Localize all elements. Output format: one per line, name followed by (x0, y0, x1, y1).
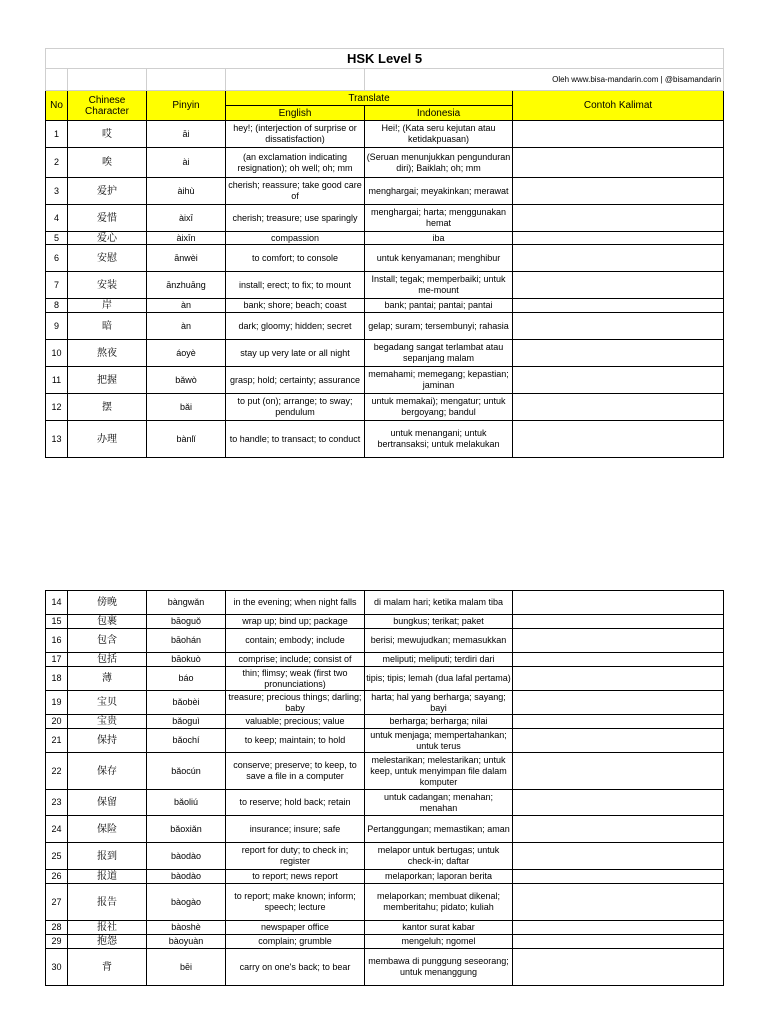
cell-pinyin: bǎobèi (147, 691, 226, 715)
cell-indonesia: Install; tegak; memperbaiki; untuk me-mount (365, 272, 513, 299)
cell-indonesia: kantor surat kabar (365, 921, 513, 935)
cell-pinyin: ài (147, 148, 226, 178)
cell-contoh (513, 232, 724, 245)
cell-indonesia: membawa di punggung seseorang; untuk menanggung (365, 949, 513, 986)
header-english: English (226, 106, 365, 121)
cell-no: 27 (46, 884, 68, 921)
cell-english: cherish; treasure; use sparingly (226, 205, 365, 232)
cell-no: 22 (46, 753, 68, 790)
cell-contoh (513, 790, 724, 816)
table-row (46, 421, 724, 458)
cell-english: complain; grumble (226, 935, 365, 949)
cell-contoh (513, 935, 724, 949)
cell-english: hey!; (interjection of surprise or dissatisfaction) (226, 121, 365, 148)
table-row (46, 729, 724, 753)
cell-english: valuable; precious; value (226, 715, 365, 729)
cell-contoh (513, 245, 724, 272)
cell-no: 10 (46, 340, 68, 367)
cell-hanzi: 办理 (68, 421, 147, 458)
cell-indonesia: untuk menjaga; mempertahankan; untuk terus (365, 729, 513, 753)
cell-hanzi: 包括 (68, 653, 147, 667)
cell-english: wrap up; bind up; package (226, 615, 365, 629)
table-row (46, 245, 724, 272)
cell-no: 17 (46, 653, 68, 667)
cell-indonesia: begadang sangat terlambat atau sepanjang malam (365, 340, 513, 367)
table-row (46, 313, 724, 340)
cell-contoh (513, 205, 724, 232)
cell-indonesia: harta; hal yang berharga; sayang; bayi (365, 691, 513, 715)
cell-no: 28 (46, 921, 68, 935)
cell-english: conserve; preserve; to keep, to save a file in a computer (226, 753, 365, 790)
cell-hanzi: 安装 (68, 272, 147, 299)
cell-english: install; erect; to fix; to mount (226, 272, 365, 299)
cell-no: 9 (46, 313, 68, 340)
cell-indonesia: untuk kenyamanan; menghibur (365, 245, 513, 272)
cell-no: 5 (46, 232, 68, 245)
cell-hanzi: 保留 (68, 790, 147, 816)
cell-contoh (513, 667, 724, 691)
cell-no: 16 (46, 629, 68, 653)
table-row (46, 629, 724, 653)
cell-contoh (513, 340, 724, 367)
cell-english: newspaper office (226, 921, 365, 935)
cell-indonesia: iba (365, 232, 513, 245)
cell-indonesia: mengeluh; ngomel (365, 935, 513, 949)
table-row (46, 232, 724, 245)
cell-pinyin: bǎoliú (147, 790, 226, 816)
cell-indonesia: memahami; memegang; kepastian; jaminan (365, 367, 513, 394)
cell-contoh (513, 949, 724, 986)
cell-pinyin: bàoyuàn (147, 935, 226, 949)
cell-pinyin: bàngwǎn (147, 591, 226, 615)
cell-no: 20 (46, 715, 68, 729)
table-row (46, 299, 724, 313)
cell-pinyin: bànlǐ (147, 421, 226, 458)
cell-hanzi: 包裹 (68, 615, 147, 629)
table-row (46, 367, 724, 394)
table-row (46, 921, 724, 935)
cell-english: dark; gloomy; hidden; secret (226, 313, 365, 340)
table-row (46, 753, 724, 790)
cell-english: bank; shore; beach; coast (226, 299, 365, 313)
cell-pinyin: àn (147, 313, 226, 340)
cell-indonesia: untuk cadangan; menahan; menahan (365, 790, 513, 816)
cell-pinyin: àixīn (147, 232, 226, 245)
cell-english: report for duty; to check in; register (226, 843, 365, 870)
cell-no: 11 (46, 367, 68, 394)
cell-pinyin: bàodào (147, 870, 226, 884)
header-no: No (46, 91, 68, 121)
cell-contoh (513, 121, 724, 148)
cell-english: to report; make known; inform; speech; lecture (226, 884, 365, 921)
header-pinyin: Pinyin (147, 91, 226, 121)
cell-pinyin: bǎoguì (147, 715, 226, 729)
cell-contoh (513, 148, 724, 178)
cell-pinyin: ānwèi (147, 245, 226, 272)
table-row (46, 843, 724, 870)
cell-indonesia: bungkus; terikat; paket (365, 615, 513, 629)
cell-indonesia: tipis; tipis; lemah (dua lafal pertama) (365, 667, 513, 691)
cell-hanzi: 保险 (68, 816, 147, 843)
cell-contoh (513, 816, 724, 843)
cell-contoh (513, 313, 724, 340)
cell-pinyin: bāokuò (147, 653, 226, 667)
cell-contoh (513, 691, 724, 715)
vocab-table-page-2 (45, 590, 724, 986)
cell-english: in the evening; when night falls (226, 591, 365, 615)
cell-pinyin: bǎi (147, 394, 226, 421)
cell-no: 21 (46, 729, 68, 753)
cell-hanzi: 保持 (68, 729, 147, 753)
cell-pinyin: āi (147, 121, 226, 148)
cell-no: 8 (46, 299, 68, 313)
cell-pinyin: áoyè (147, 340, 226, 367)
cell-indonesia: untuk memakai); mengatur; untuk bergoyang; bandul (365, 394, 513, 421)
cell-indonesia: bank; pantai; pantai; pantai (365, 299, 513, 313)
table-row (46, 691, 724, 715)
cell-english: to keep; maintain; to hold (226, 729, 365, 753)
cell-contoh (513, 591, 724, 615)
cell-hanzi: 薄 (68, 667, 147, 691)
cell-no: 15 (46, 615, 68, 629)
cell-hanzi: 报到 (68, 843, 147, 870)
cell-indonesia: Pertanggungan; memastikan; aman (365, 816, 513, 843)
cell-english: insurance; insure; safe (226, 816, 365, 843)
table-row (46, 870, 724, 884)
cell-no: 1 (46, 121, 68, 148)
cell-hanzi: 傍晚 (68, 591, 147, 615)
header-contoh-kalimat: Contoh Kalimat (513, 91, 724, 121)
table-body-page-1 (46, 121, 724, 458)
cell-contoh (513, 653, 724, 667)
cell-contoh (513, 272, 724, 299)
cell-hanzi: 唉 (68, 148, 147, 178)
cell-english: treasure; precious things; darling; baby (226, 691, 365, 715)
cell-english: to report; news report (226, 870, 365, 884)
cell-pinyin: bēi (147, 949, 226, 986)
cell-english: to handle; to transact; to conduct (226, 421, 365, 458)
cell-hanzi: 安慰 (68, 245, 147, 272)
cell-hanzi: 宝贝 (68, 691, 147, 715)
table-body-page-2 (46, 591, 724, 986)
cell-contoh (513, 884, 724, 921)
cell-english: to reserve; hold back; retain (226, 790, 365, 816)
cell-contoh (513, 421, 724, 458)
cell-no: 6 (46, 245, 68, 272)
cell-indonesia: menghargai; meyakinkan; merawat (365, 178, 513, 205)
header-translate: Translate (226, 91, 513, 106)
cell-hanzi: 爱惜 (68, 205, 147, 232)
cell-contoh (513, 870, 724, 884)
cell-contoh (513, 299, 724, 313)
table-row (46, 121, 724, 148)
cell-indonesia: gelap; suram; tersembunyi; rahasia (365, 313, 513, 340)
cell-no: 4 (46, 205, 68, 232)
table-row (46, 935, 724, 949)
cell-contoh (513, 394, 724, 421)
table-row (46, 884, 724, 921)
cell-pinyin: báo (147, 667, 226, 691)
cell-pinyin: àn (147, 299, 226, 313)
cell-pinyin: ānzhuāng (147, 272, 226, 299)
cell-pinyin: bǎochí (147, 729, 226, 753)
cell-contoh (513, 753, 724, 790)
cell-english: grasp; hold; certainty; assurance (226, 367, 365, 394)
cell-hanzi: 摆 (68, 394, 147, 421)
cell-indonesia: berharga; berharga; nilai (365, 715, 513, 729)
table-row (46, 178, 724, 205)
cell-contoh (513, 715, 724, 729)
cell-english: (an exclamation indicating resignation); oh well; oh; mm (226, 148, 365, 178)
cell-english: thin; flimsy; weak (first two pronunciations) (226, 667, 365, 691)
table-row (46, 790, 724, 816)
cell-english: to put (on); arrange; to sway; pendulum (226, 394, 365, 421)
cell-hanzi: 报告 (68, 884, 147, 921)
table-row (46, 340, 724, 367)
cell-pinyin: bāoguǒ (147, 615, 226, 629)
header-indonesia: Indonesia (365, 106, 513, 121)
cell-no: 3 (46, 178, 68, 205)
cell-pinyin: bàogào (147, 884, 226, 921)
cell-hanzi: 爱心 (68, 232, 147, 245)
cell-hanzi: 报道 (68, 870, 147, 884)
table-row (46, 148, 724, 178)
cell-no: 24 (46, 816, 68, 843)
credit-text: Oleh www.bisa-mandarin.com | @bisamandarin (365, 69, 724, 91)
cell-contoh (513, 921, 724, 935)
cell-hanzi: 爱护 (68, 178, 147, 205)
cell-contoh (513, 178, 724, 205)
cell-no: 29 (46, 935, 68, 949)
table-row (46, 816, 724, 843)
cell-contoh (513, 843, 724, 870)
cell-no: 7 (46, 272, 68, 299)
cell-contoh (513, 729, 724, 753)
cell-no: 30 (46, 949, 68, 986)
cell-indonesia: (Seruan menunjukkan pengunduran diri); Baiklah; oh; mm (365, 148, 513, 178)
cell-pinyin: àihù (147, 178, 226, 205)
cell-pinyin: bǎwò (147, 367, 226, 394)
vocab-table-page-1 (45, 48, 724, 458)
cell-pinyin: bǎoxiǎn (147, 816, 226, 843)
cell-contoh (513, 367, 724, 394)
cell-no: 26 (46, 870, 68, 884)
cell-english: comprise; include; consist of (226, 653, 365, 667)
cell-indonesia: menghargai; harta; menggunakan hemat (365, 205, 513, 232)
cell-pinyin: bàoshè (147, 921, 226, 935)
cell-no: 2 (46, 148, 68, 178)
table-row (46, 591, 724, 615)
table-row (46, 205, 724, 232)
cell-no: 25 (46, 843, 68, 870)
cell-pinyin: bāohán (147, 629, 226, 653)
cell-hanzi: 报社 (68, 921, 147, 935)
page-title: HSK Level 5 (46, 49, 724, 69)
cell-indonesia: di malam hari; ketika malam tiba (365, 591, 513, 615)
cell-no: 19 (46, 691, 68, 715)
cell-indonesia: melestarikan; melestarikan; untuk keep, untuk menyimpan file dalam komputer (365, 753, 513, 790)
cell-indonesia: meliputi; meliputi; terdiri dari (365, 653, 513, 667)
cell-pinyin: àixī (147, 205, 226, 232)
cell-hanzi: 抱怨 (68, 935, 147, 949)
cell-no: 14 (46, 591, 68, 615)
cell-hanzi: 保存 (68, 753, 147, 790)
table-row (46, 667, 724, 691)
cell-contoh (513, 629, 724, 653)
table-row (46, 615, 724, 629)
cell-hanzi: 哎 (68, 121, 147, 148)
header-chinese-character: Chinese Character (68, 91, 147, 121)
cell-english: to comfort; to console (226, 245, 365, 272)
cell-no: 23 (46, 790, 68, 816)
cell-english: stay up very late or all night (226, 340, 365, 367)
cell-english: carry on one's back; to bear (226, 949, 365, 986)
cell-english: contain; embody; include (226, 629, 365, 653)
cell-no: 13 (46, 421, 68, 458)
cell-english: cherish; reassure; take good care of (226, 178, 365, 205)
table-row (46, 394, 724, 421)
cell-hanzi: 暗 (68, 313, 147, 340)
cell-hanzi: 熬夜 (68, 340, 147, 367)
cell-indonesia: berisi; mewujudkan; memasukkan (365, 629, 513, 653)
cell-hanzi: 包含 (68, 629, 147, 653)
cell-indonesia: untuk menangani; untuk bertransaksi; untuk melakukan (365, 421, 513, 458)
cell-hanzi: 岸 (68, 299, 147, 313)
cell-hanzi: 背 (68, 949, 147, 986)
table-row (46, 272, 724, 299)
cell-english: compassion (226, 232, 365, 245)
cell-indonesia: melaporkan; membuat dikenal; memberitahu; pidato; kuliah (365, 884, 513, 921)
cell-pinyin: bǎocún (147, 753, 226, 790)
table-row (46, 653, 724, 667)
cell-hanzi: 宝贵 (68, 715, 147, 729)
cell-hanzi: 把握 (68, 367, 147, 394)
cell-indonesia: Hei!; (Kata seru kejutan atau ketidakpuasan) (365, 121, 513, 148)
table-row (46, 949, 724, 986)
cell-indonesia: melaporkan; laporan berita (365, 870, 513, 884)
cell-no: 12 (46, 394, 68, 421)
cell-contoh (513, 615, 724, 629)
cell-no: 18 (46, 667, 68, 691)
table-row (46, 715, 724, 729)
cell-indonesia: melapor untuk bertugas; untuk check-in; daftar (365, 843, 513, 870)
cell-pinyin: bàodào (147, 843, 226, 870)
